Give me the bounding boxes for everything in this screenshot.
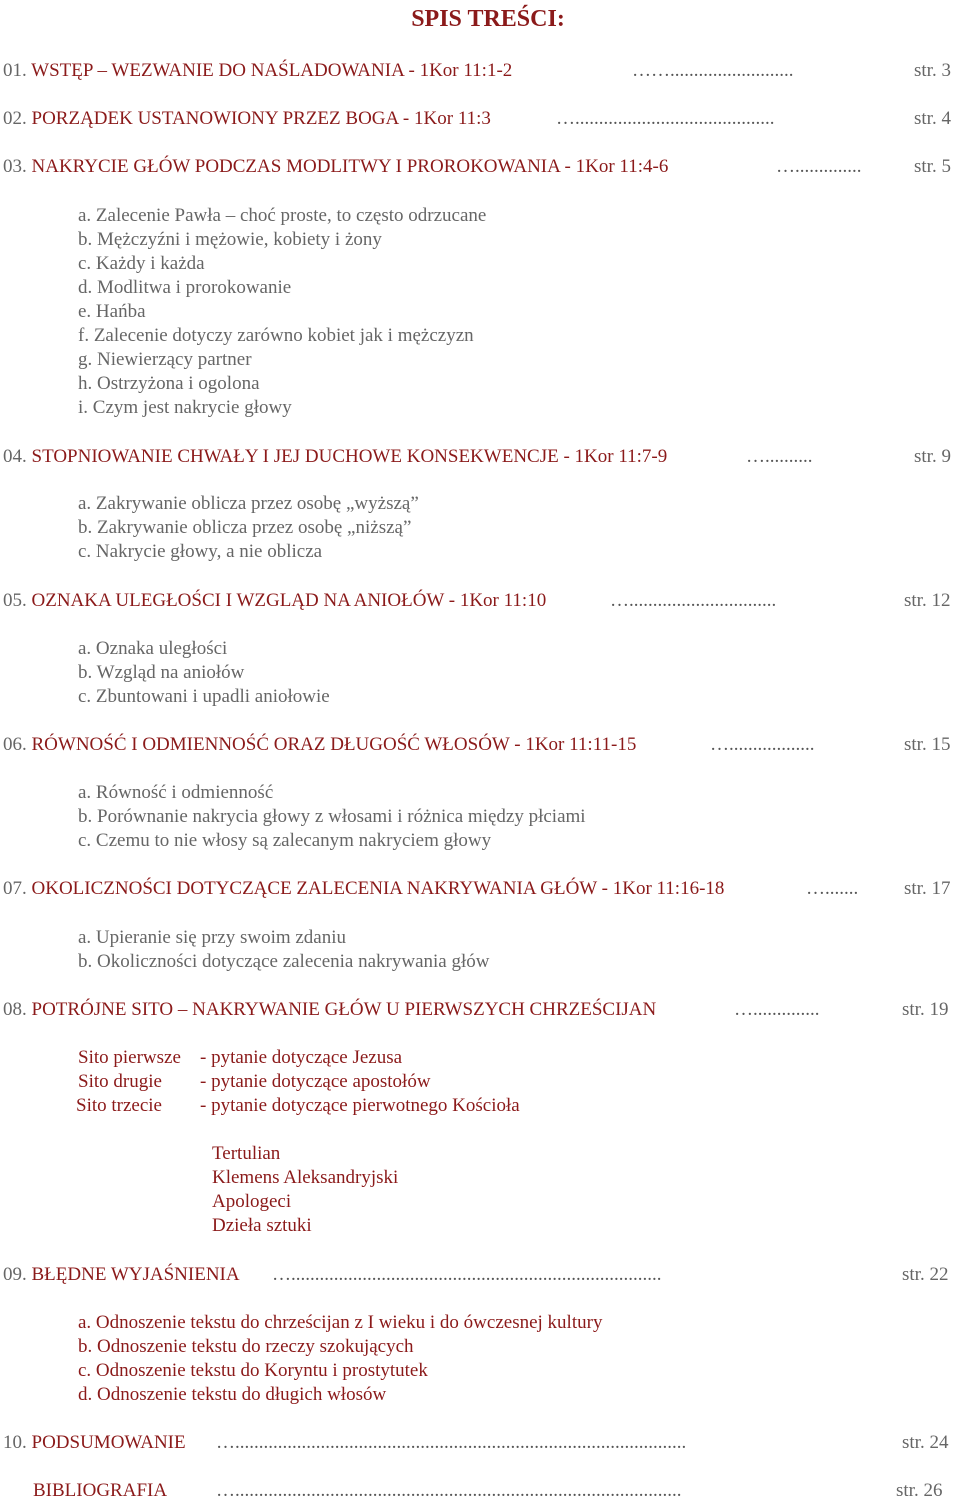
author-tertulian: Tertulian [212, 1143, 281, 1164]
subsection-03i[interactable]: i. Czym jest nakrycie głowy [78, 397, 292, 418]
subsection-07b[interactable]: b. Okoliczności dotyczące zalecenia nakrywania głów [78, 951, 490, 972]
toc-dots-05: …............................... [610, 590, 777, 611]
subsection-04a[interactable]: a. Zakrywanie oblicza przez osobę „wyższą” [78, 493, 419, 514]
toc-dots-08: ….............. [734, 999, 820, 1020]
toc-entry-05[interactable]: 05. OZNAKA ULEGŁOŚCI I WZGLĄD NA ANIOŁÓW - 1Kor 11:10 [3, 590, 547, 611]
toc-page-02: str. 4 [914, 108, 951, 129]
toc-page-06: str. 15 [904, 734, 951, 755]
toc-page-03: str. 5 [914, 156, 951, 177]
toc-dots-10: …............................................................................................... [216, 1432, 687, 1453]
toc-dots-06: ….................. [710, 734, 815, 755]
subsection-03b[interactable]: b. Mężczyźni i mężowie, kobiety i żony [78, 229, 382, 250]
toc-entry-06[interactable]: 06. RÓWNOŚĆ I ODMIENNOŚĆ ORAZ DŁUGOŚĆ WŁOSÓW - 1Kor 11:11-15 [3, 734, 637, 755]
toc-entry-03[interactable]: 03. NAKRYCIE GŁÓW PODCZAS MODLITWY I PROROKOWANIA - 1Kor 11:4-6 [3, 156, 669, 177]
sieve-label-third: Sito trzecie [76, 1095, 162, 1116]
subsection-06b[interactable]: b. Porównanie nakrycia głowy z włosami i różnica między płciami [78, 806, 586, 827]
toc-entry-10[interactable]: 10. PODSUMOWANIE [3, 1432, 186, 1453]
sieve-desc-second: - pytanie dotyczące apostołów [200, 1071, 431, 1092]
toc-entry-09[interactable]: 09. BŁĘDNE WYJAŚNIENIA [3, 1264, 240, 1285]
toc-dots-bibliografia: ….............................................................................................. [216, 1480, 682, 1501]
toc-page-bibliografia: str. 26 [896, 1480, 943, 1501]
sieve-label-second: Sito drugie [78, 1071, 162, 1092]
subsection-05a[interactable]: a. Oznaka uległości [78, 638, 228, 659]
subsection-03g[interactable]: g. Niewierzący partner [78, 349, 252, 370]
subsection-06c[interactable]: c. Czemu to nie włosy są zalecanym nakryciem głowy [78, 830, 492, 851]
author-dziela-sztuki: Dzieła sztuki [212, 1215, 312, 1236]
subsection-03d[interactable]: d. Modlitwa i prorokowanie [78, 277, 292, 298]
toc-dots-01: …….......................... [632, 60, 794, 81]
subsection-06a[interactable]: a. Równość i odmienność [78, 782, 274, 803]
toc-entry-07[interactable]: 07. OKOLICZNOŚCI DOTYCZĄCE ZALECENIA NAKRYWANIA GŁÓW - 1Kor 11:16-18 [3, 878, 725, 899]
toc-page-10: str. 24 [902, 1432, 949, 1453]
toc-page-01: str. 3 [914, 60, 951, 81]
subsection-09a[interactable]: a. Odnoszenie tekstu do chrześcijan z I wieku i do ówczesnej kultury [78, 1312, 603, 1333]
author-apologeci: Apologeci [212, 1191, 292, 1212]
subsection-03c[interactable]: c. Każdy i każda [78, 253, 205, 274]
subsection-05c[interactable]: c. Zbuntowani i upadli aniołowie [78, 686, 330, 707]
toc-dots-02: ….......................................... [556, 108, 775, 129]
toc-entry-08[interactable]: 08. POTRÓJNE SITO – NAKRYWANIE GŁÓW U PIERWSZYCH CHRZEŚCIJAN [3, 999, 657, 1020]
toc-page-09: str. 22 [902, 1264, 949, 1285]
subsection-03h[interactable]: h. Ostrzyżona i ogolona [78, 373, 260, 394]
toc-dots-04: ….......... [746, 446, 813, 467]
sieve-label-first: Sito pierwsze [78, 1047, 181, 1068]
subsection-04b[interactable]: b. Zakrywanie oblicza przez osobę „niższą” [78, 517, 412, 538]
toc-entry-02[interactable]: 02. PORZĄDEK USTANOWIONY PRZEZ BOGA - 1Kor 11:3 [3, 108, 491, 129]
toc-dots-09: ….............................................................................. [272, 1264, 662, 1285]
subsection-03e[interactable]: e. Hańba [78, 301, 146, 322]
toc-dots-03: ….............. [776, 156, 862, 177]
page-title: SPIS TREŚCI: [411, 6, 565, 32]
toc-dots-07: …....... [806, 878, 859, 899]
subsection-09b[interactable]: b. Odnoszenie tekstu do rzeczy szokujących [78, 1336, 414, 1357]
subsection-07a[interactable]: a. Upieranie się przy swoim zdaniu [78, 927, 347, 948]
toc-page-07: str. 17 [904, 878, 951, 899]
subsection-09c[interactable]: c. Odnoszenie tekstu do Koryntu i prostytutek [78, 1360, 428, 1381]
subsection-09d[interactable]: d. Odnoszenie tekstu do długich włosów [78, 1384, 387, 1405]
subsection-03f[interactable]: f. Zalecenie dotyczy zarówno kobiet jak i mężczyzn [78, 325, 474, 346]
toc-page-08: str. 19 [902, 999, 949, 1020]
toc-entry-04[interactable]: 04. STOPNIOWANIE CHWAŁY I JEJ DUCHOWE KONSEKWENCJE - 1Kor 11:7-9 [3, 446, 668, 467]
subsection-04c[interactable]: c. Nakrycie głowy, a nie oblicza [78, 541, 323, 562]
toc-entry-bibliografia[interactable]: BIBLIOGRAFIA [33, 1480, 168, 1501]
toc-page-04: str. 9 [914, 446, 951, 467]
subsection-05b[interactable]: b. Wzgląd na aniołów [78, 662, 245, 683]
toc-entry-01[interactable]: 01. WSTĘP – WEZWANIE DO NAŚLADOWANIA - 1Kor 11:1-2 [3, 60, 513, 81]
toc-page-05: str. 12 [904, 590, 951, 611]
author-klemens: Klemens Aleksandryjski [212, 1167, 399, 1188]
sieve-desc-first: - pytanie dotyczące Jezusa [200, 1047, 403, 1068]
subsection-03a[interactable]: a. Zalecenie Pawła – choć proste, to często odrzucane [78, 205, 487, 226]
sieve-desc-third: - pytanie dotyczące pierwotnego Kościoła [200, 1095, 520, 1116]
